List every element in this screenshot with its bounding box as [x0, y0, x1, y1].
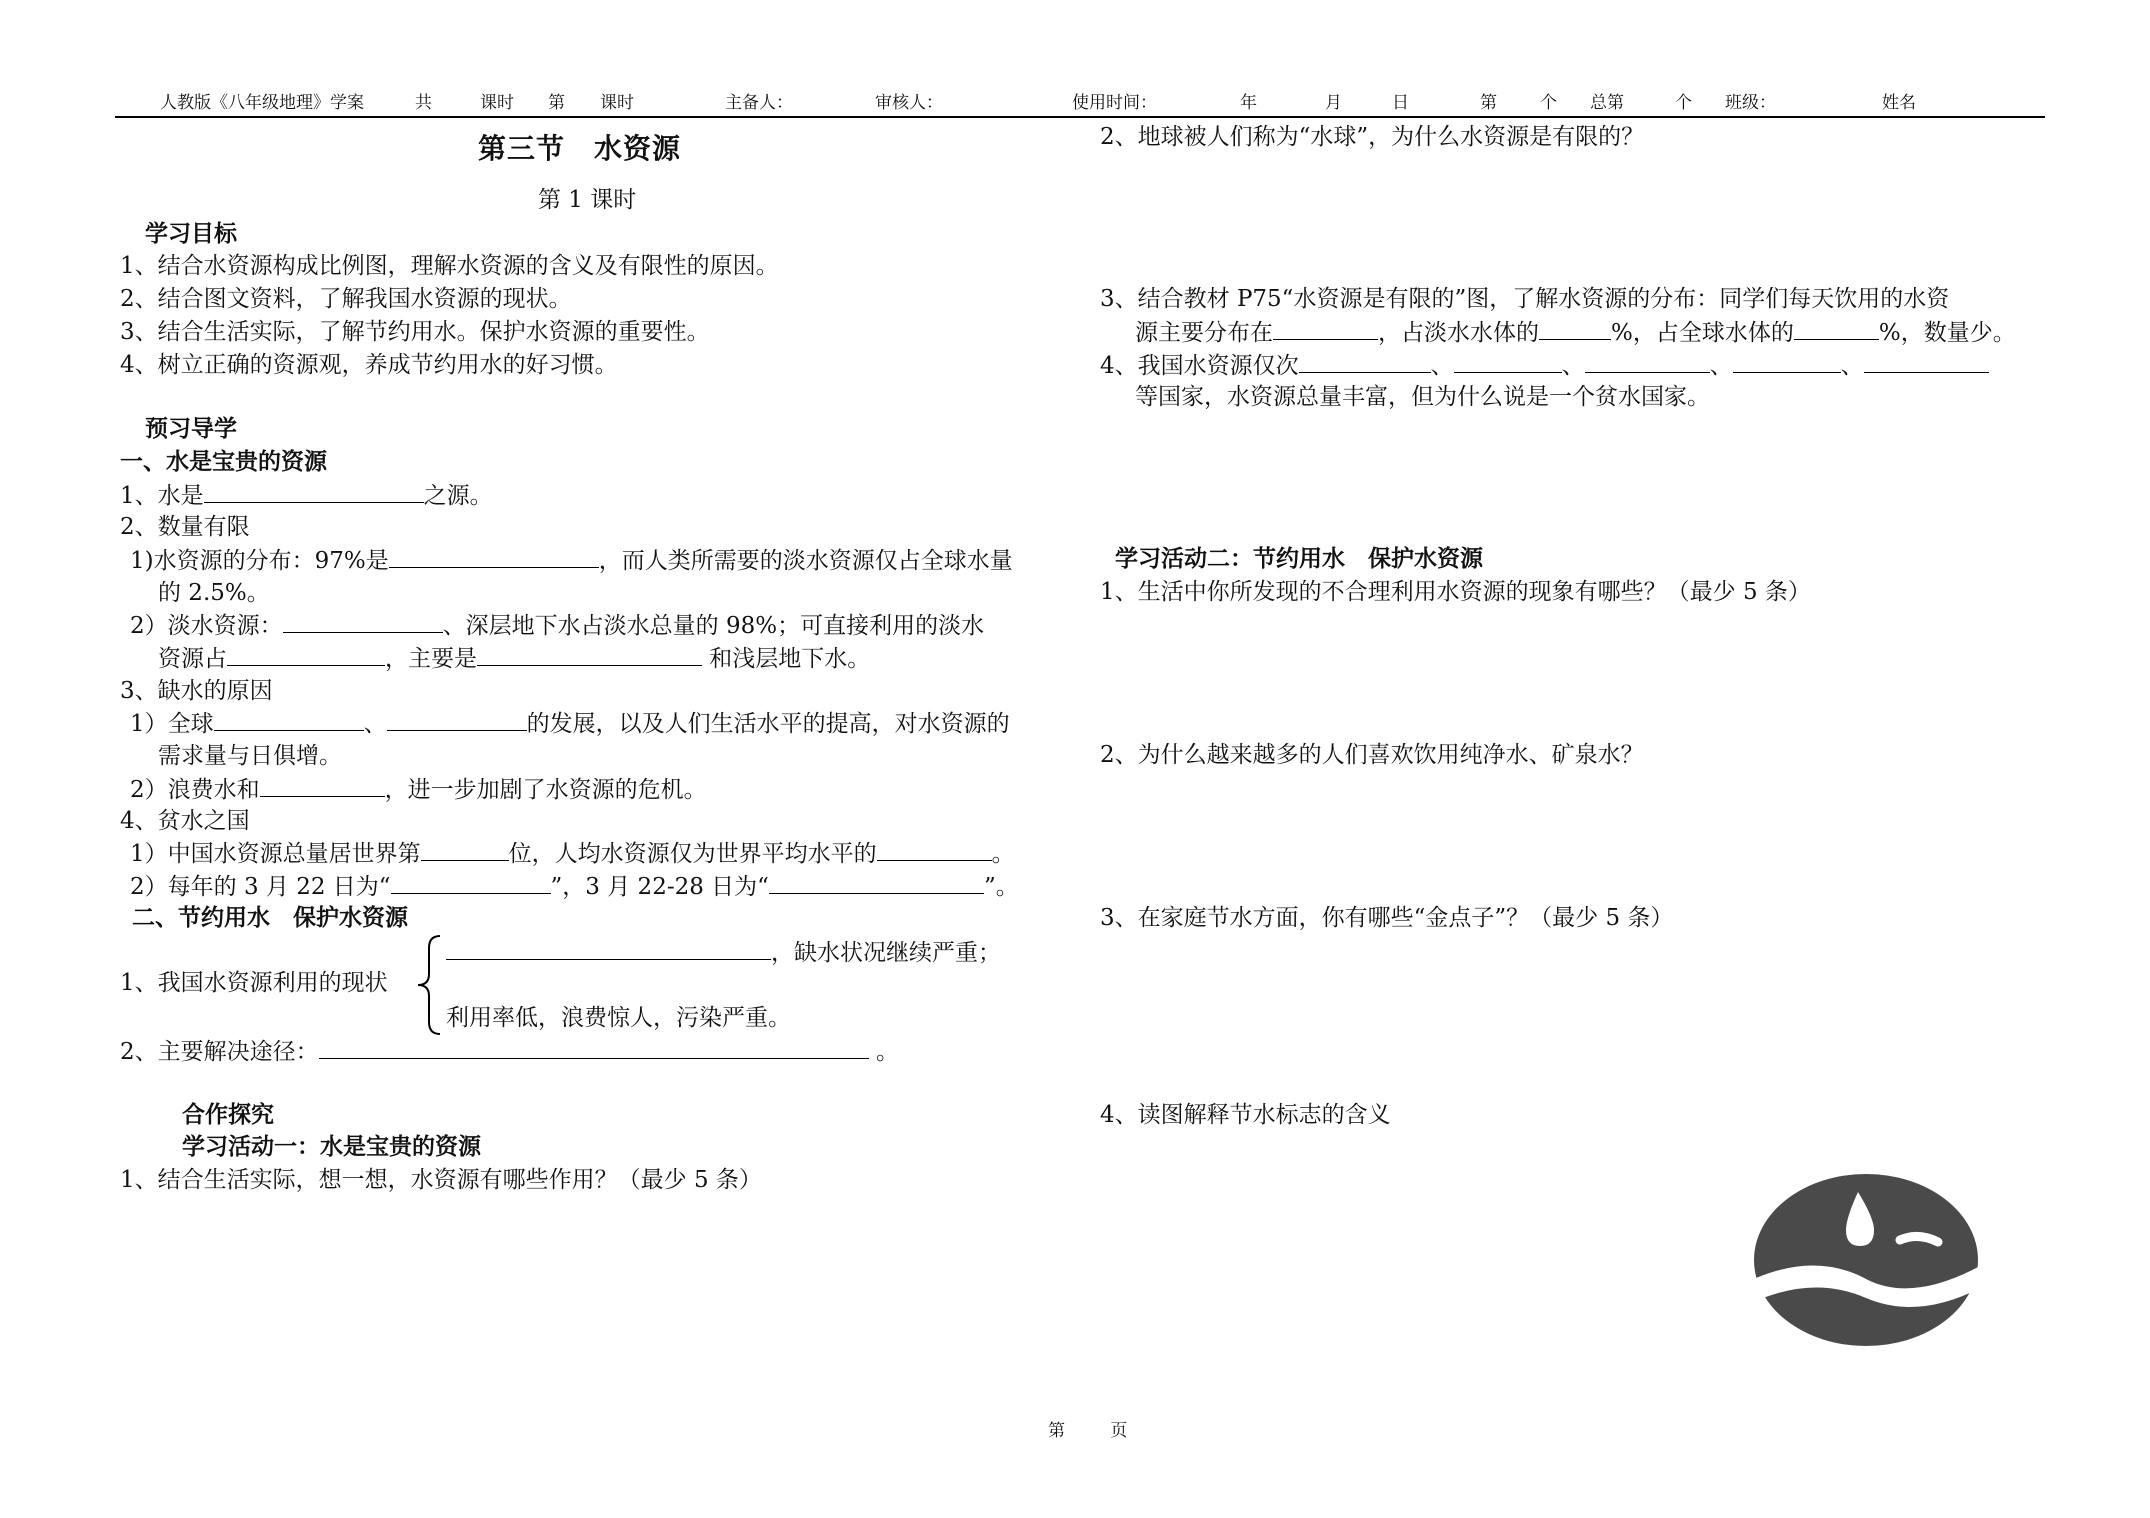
question-line: 2）浪费水和 ，进一步加剧了水资源的危机。 [130, 774, 707, 805]
header-rule [115, 116, 2045, 118]
answer-blank[interactable] [283, 610, 443, 633]
question-line: 2）每年的 3 月 22 日为“ ”，3 月 22-28 日为“ ”。 [130, 871, 1019, 902]
goal-item: 2、结合图文资料，了解我国水资源的现状。 [120, 286, 572, 312]
question-line: 3、在家庭节水方面，你有哪些“金点子”？（最少 5 条） [1100, 905, 1674, 931]
header-di2: 第 [1480, 93, 1497, 113]
preview-heading: 预习导学 [145, 415, 237, 442]
answer-blank[interactable] [1794, 317, 1879, 340]
header-keshi2: 课时 [600, 93, 634, 113]
header-zongdi: 总第 [1590, 93, 1624, 113]
goals-heading: 学习目标 [145, 220, 237, 247]
answer-blank[interactable] [204, 480, 424, 503]
question-line: 1）全球 、 的发展，以及人们生活水平的提高，对水资源的 [130, 708, 1010, 739]
header-nian: 年 [1240, 93, 1257, 113]
header-gong: 共 [415, 93, 432, 113]
question-line: 2、数量有限 [120, 514, 250, 540]
question-line: 资源占 ，主要是 和浅层地下水。 [158, 643, 870, 674]
curly-brace-icon [414, 934, 444, 1036]
goal-item: 1、结合水资源构成比例图，理解水资源的含义及有限性的原因。 [120, 253, 779, 279]
header-banji: 班级： [1725, 93, 1776, 113]
answer-blank[interactable] [260, 774, 385, 797]
answer-blank[interactable] [227, 643, 385, 666]
answer-blank[interactable] [319, 1036, 869, 1059]
answer-blank[interactable] [477, 643, 702, 666]
answer-blank[interactable] [389, 545, 599, 568]
question-line: 1)水资源的分布：97%是 ，而人类所需要的淡水资源仅占全球水量 [130, 545, 1013, 576]
question-line: 2、主要解决途径： 。 [120, 1036, 899, 1067]
activity-heading: 学习活动一：水是宝贵的资源 [182, 1133, 481, 1160]
answer-blank[interactable] [391, 871, 551, 894]
header-xingming: 姓名 [1882, 93, 1916, 113]
coop-heading: 合作探究 [182, 1101, 274, 1128]
answer-blank[interactable] [421, 838, 509, 861]
section-heading: 二、节约用水 保护水资源 [132, 904, 408, 931]
header-di: 第 [548, 93, 565, 113]
question-line: 1、结合生活实际，想一想，水资源有哪些作用？（最少 5 条） [120, 1167, 762, 1193]
question-line: 4、读图解释节水标志的含义 [1100, 1102, 1391, 1128]
question-line: 等国家，水资源总量丰富，但为什么说是一个贫水国家。 [1135, 384, 1710, 410]
question-line: 2）淡水资源： 、深层地下水占淡水总量的 98%；可直接利用的淡水 [130, 610, 984, 641]
page-title: 第三节 水资源 [478, 132, 682, 165]
answer-blank[interactable] [1864, 350, 1989, 373]
question-line: 的 2.5%。 [158, 580, 270, 606]
answer-blank[interactable] [387, 708, 527, 731]
header-yue: 月 [1325, 93, 1342, 113]
status-line-b: 利用率低，浪费惊人，污染严重。 [446, 1005, 791, 1031]
status-line-a: ，缺水状况继续严重； [446, 937, 1001, 968]
header-zhubei: 主备人： [725, 93, 793, 113]
question-line: 4、贫水之国 [120, 808, 250, 834]
answer-blank[interactable] [446, 937, 771, 960]
page-header [160, 88, 2060, 118]
header-shenhe: 审核人： [875, 93, 943, 113]
header-ge2: 个 [1675, 93, 1692, 113]
activity-heading: 学习活动二：节约用水 保护水资源 [1115, 545, 1483, 572]
question-line: 3、缺水的原因 [120, 678, 273, 704]
page-footer [1048, 1416, 1127, 1441]
answer-blank[interactable] [1273, 317, 1378, 340]
header-book: 人教版《八年级地理》学案 [160, 93, 364, 113]
answer-blank[interactable] [769, 871, 984, 894]
goal-item: 3、结合生活实际，了解节约用水。保护水资源的重要性。 [120, 319, 710, 345]
question-line: 源主要分布在 ，占淡水水体的 %，占全球水体的 %，数量少。 [1135, 317, 2016, 348]
header-ge: 个 [1540, 93, 1557, 113]
goal-item: 4、树立正确的资源观，养成节约用水的好习惯。 [120, 352, 618, 378]
question-line: 2、为什么越来越多的人们喜欢饮用纯净水、矿泉水？ [1100, 742, 1644, 768]
question-line: 需求量与日俱增。 [158, 743, 342, 769]
page-subtitle: 第 1 课时 [538, 187, 637, 213]
footer-ye: 页 [1110, 1421, 1128, 1441]
question-line: 2、地球被人们称为“水球”，为什么水资源是有限的？ [1100, 124, 1645, 150]
answer-blank[interactable] [1454, 350, 1562, 373]
header-ri: 日 [1392, 93, 1409, 113]
section-heading: 一、水是宝贵的资源 [120, 448, 327, 475]
footer-di: 第 [1048, 1421, 1065, 1441]
answer-blank[interactable] [1585, 350, 1710, 373]
water-saving-logo-icon [1748, 1170, 1988, 1350]
header-shiyong: 使用时间： [1072, 93, 1157, 113]
question-line: 3、结合教材 P75“水资源是有限的”图，了解水资源的分布：同学们每天饮用的水资 [1100, 286, 1950, 312]
question-line: 1、生活中你所发现的不合理利用水资源的现象有哪些？（最少 5 条） [1100, 579, 1811, 605]
question-line: 1）中国水资源总量居世界第 位，人均水资源仅为世界平均水平的 。 [130, 838, 1015, 869]
answer-blank[interactable] [1299, 350, 1431, 373]
answer-blank[interactable] [877, 838, 992, 861]
answer-blank[interactable] [1733, 350, 1841, 373]
answer-blank[interactable] [214, 708, 364, 731]
header-keshi: 课时 [480, 93, 514, 113]
question-line: 4、我国水资源仅次 、 、 、 、 [1100, 350, 1989, 381]
question-line: 1、水是 之源。 [120, 480, 493, 511]
status-label: 1、我国水资源利用的现状 [120, 970, 388, 996]
answer-blank[interactable] [1539, 317, 1611, 340]
